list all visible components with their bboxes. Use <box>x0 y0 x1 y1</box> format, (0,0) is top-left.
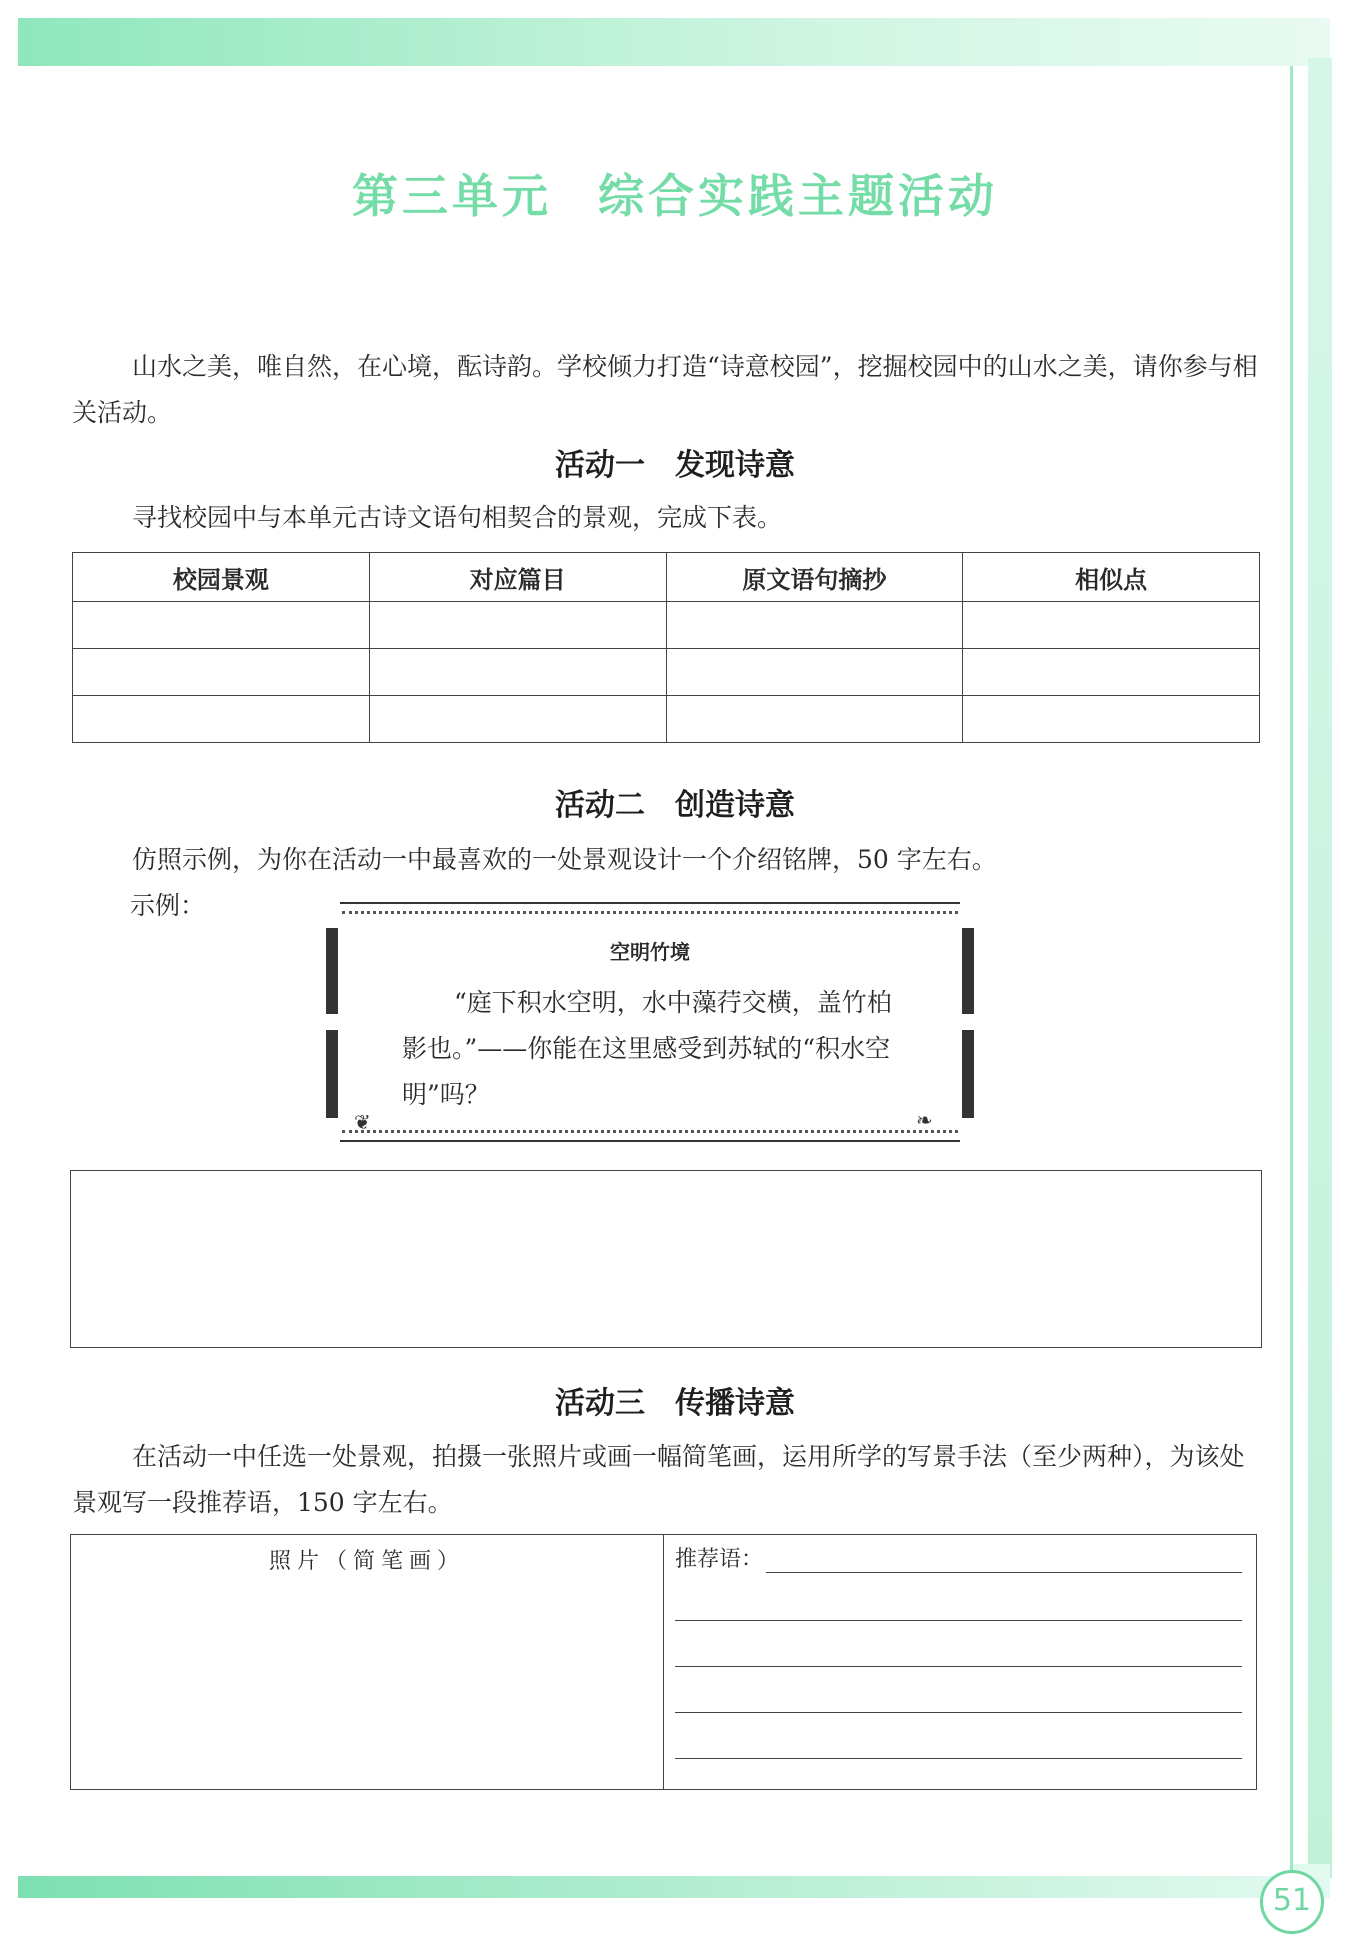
table-cell[interactable] <box>369 696 666 743</box>
table-header-row <box>73 553 1260 602</box>
activity3-heading <box>0 1378 1350 1422</box>
plaque-right-bar-lower <box>962 1030 974 1118</box>
activity2-label: 活动二 <box>555 788 645 823</box>
column-header: 原文语句摘抄 <box>666 553 963 602</box>
table-cell[interactable] <box>666 602 963 649</box>
activity1-instruction: 寻找校园中与本单元古诗文语句相契合的景观，完成下表。 <box>132 503 783 532</box>
plaque-left-bar-lower <box>326 1030 338 1118</box>
writing-line[interactable] <box>766 1572 1242 1573</box>
column-header: 对应篇目 <box>369 553 666 602</box>
table-cell[interactable] <box>963 649 1260 696</box>
plaque-text: “庭下积水空明，水中藻荇交横，盖竹柏影也。”——你能在这里感受到苏轼的“积水空明”吗？ <box>402 988 892 1109</box>
activity1-title: 发现诗意 <box>675 448 795 483</box>
plaque-top-rule <box>340 902 960 904</box>
activity3-label: 活动三 <box>555 1386 645 1421</box>
plaque-answer-box[interactable] <box>70 1170 1262 1348</box>
plaque-bottom-rule <box>340 1140 960 1142</box>
activity3-instruction: 在活动一中任选一处景观，拍摄一张照片或画一幅简笔画，运用所学的写景手法（至少两种），为该处景观写一段推荐语，150 字左右。 <box>72 1442 1245 1517</box>
leaf-icon: ❧ <box>916 1108 933 1132</box>
recommend-label: 推荐语： <box>675 1547 764 1572</box>
top-decor-band <box>18 18 1330 66</box>
writing-line[interactable] <box>675 1758 1242 1759</box>
activity1-label: 活动一 <box>555 448 645 483</box>
column-header: 相似点 <box>963 553 1260 602</box>
plaque-top-dots <box>342 911 958 914</box>
page-number: 51 <box>1260 1870 1324 1934</box>
activity3-title: 传播诗意 <box>675 1386 795 1421</box>
table-row <box>73 649 1260 696</box>
table-cell[interactable] <box>963 696 1260 743</box>
writing-line[interactable] <box>675 1712 1242 1713</box>
table-row <box>73 696 1260 743</box>
activity2-instruction: 仿照示例，为你在活动一中最喜欢的一处景观设计一个介绍铭牌，50 字左右。 <box>132 845 997 874</box>
photo-label: 照片（简笔画） <box>268 1549 465 1574</box>
example-plaque <box>320 902 980 1142</box>
scenery-table <box>72 552 1260 743</box>
plaque-title: 空明竹境 <box>610 940 690 964</box>
intro-paragraph: 山水之美，唯自然，在心境，酝诗韵。学校倾力打造“诗意校园”，挖掘校园中的山水之美，请你参与相关活动。 <box>72 352 1258 427</box>
table-cell[interactable] <box>369 649 666 696</box>
writing-line[interactable] <box>675 1666 1242 1667</box>
example-label: 示例： <box>130 891 206 920</box>
table-cell[interactable] <box>73 602 370 649</box>
unit-label: 第三单元 <box>352 169 552 223</box>
plaque-bottom-dots <box>342 1130 958 1133</box>
activity2-title: 创造诗意 <box>675 788 795 823</box>
table-cell[interactable] <box>73 649 370 696</box>
table-cell[interactable] <box>963 602 1260 649</box>
table-cell[interactable] <box>73 696 370 743</box>
activity1-heading <box>0 440 1350 484</box>
page-title <box>0 160 1350 226</box>
writing-line[interactable] <box>675 1620 1242 1621</box>
table-cell[interactable] <box>666 696 963 743</box>
table-row <box>73 602 1260 649</box>
table-cell[interactable] <box>369 602 666 649</box>
unit-theme: 综合实践主题活动 <box>598 169 998 223</box>
leaf-icon: ❦ <box>354 1110 371 1134</box>
right-decor-band <box>1308 58 1332 1878</box>
column-header: 校园景观 <box>73 553 370 602</box>
activity2-heading <box>0 780 1350 824</box>
table-cell[interactable] <box>666 649 963 696</box>
